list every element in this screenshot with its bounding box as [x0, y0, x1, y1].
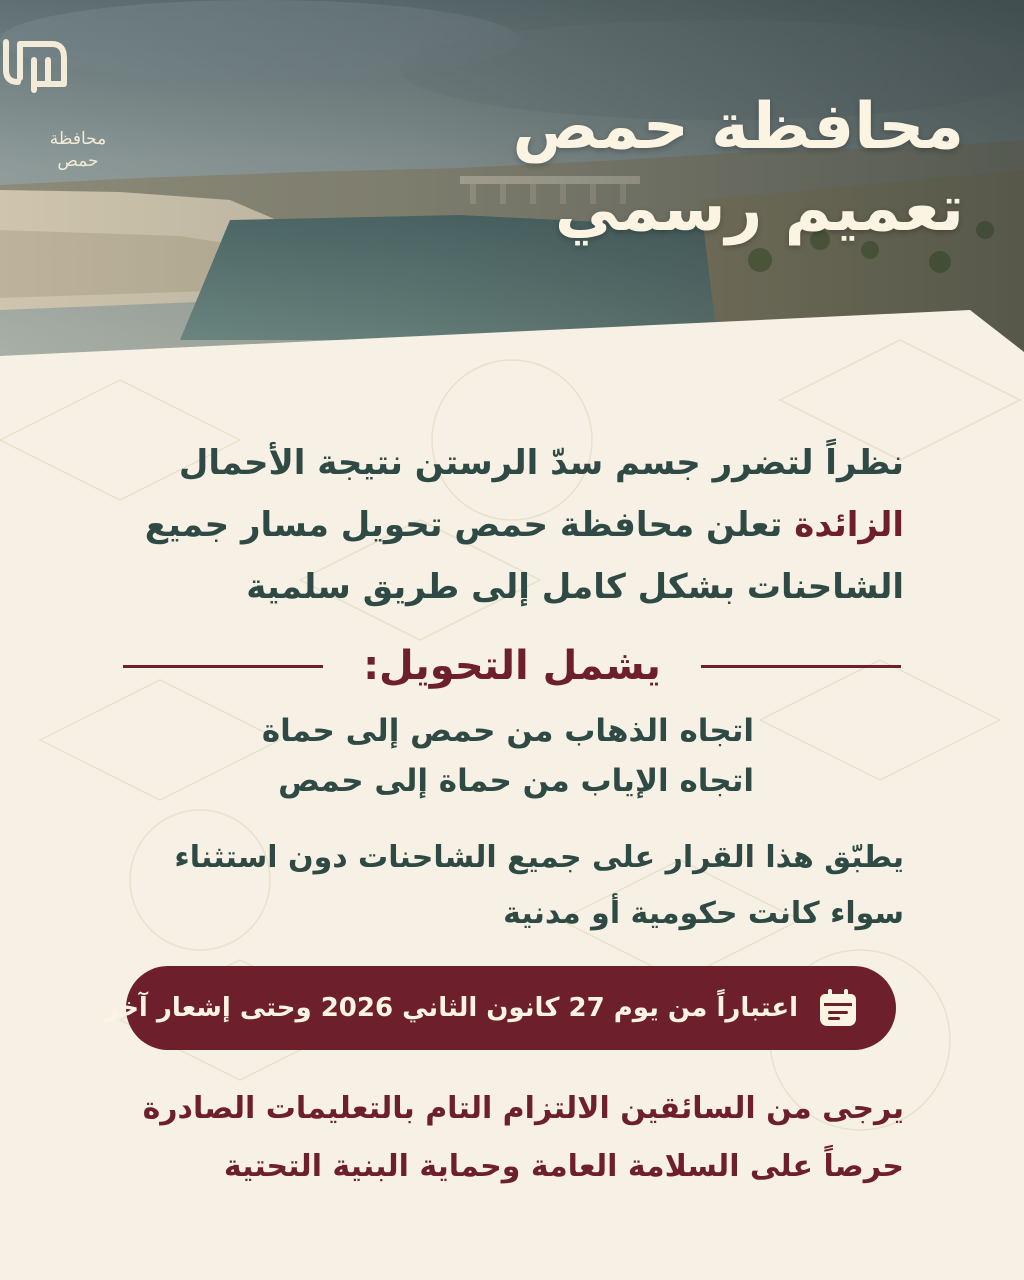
scope-line-2: سواء كانت حكومية أو مدنية — [503, 896, 904, 931]
scope-line-1: يطبّق هذا القرار على جميع الشاحنات دون استثناء — [174, 840, 904, 875]
direction-item: اتجاه الذهاب من حمص إلى حماة — [261, 713, 754, 749]
date-notice-text: اعتباراً من يوم 27 كانون الثاني 2026 وحتى إشعار آخر — [104, 993, 798, 1023]
title-line-1: محافظة حمص — [512, 90, 964, 164]
intro-paragraph — [104, 432, 904, 618]
divider-right — [701, 665, 901, 668]
intro-accent-word: الزائدة — [794, 505, 904, 545]
intro-line-2-rest: تعلن محافظة حمص تحويل مسار جميع — [144, 505, 795, 545]
header-photo — [0, 0, 1024, 360]
calendar-icon — [816, 986, 860, 1030]
closing-line-2: حرصاً على السلامة العامة وحماية البنية التحتية — [223, 1149, 904, 1184]
closing-paragraph — [104, 1080, 904, 1196]
directions-list — [234, 706, 754, 806]
page-title — [404, 86, 964, 250]
direction-item: اتجاه الإياب من حماة إلى حمص — [278, 763, 754, 799]
scope-paragraph — [104, 830, 904, 942]
section-heading — [96, 636, 928, 696]
intro-line-3: الشاحنات بشكل كامل إلى طريق سلمية — [246, 567, 904, 607]
title-line-2: تعميم رسمي — [554, 172, 964, 246]
intro-line-1: نظراً لتضرر جسم سدّ الرستن نتيجة الأحمال — [178, 443, 904, 483]
logo-caption: محافظة حمص — [49, 129, 107, 171]
section-label: يشمل التحويل: — [363, 643, 661, 689]
intro-line-2 — [104, 494, 904, 556]
divider-left — [123, 665, 323, 668]
date-notice-banner — [104, 966, 896, 1050]
governorate-logo-icon — [0, 0, 72, 140]
closing-line-1: يرجى من السائقين الالتزام التام بالتعليمات الصادرة — [142, 1091, 904, 1126]
